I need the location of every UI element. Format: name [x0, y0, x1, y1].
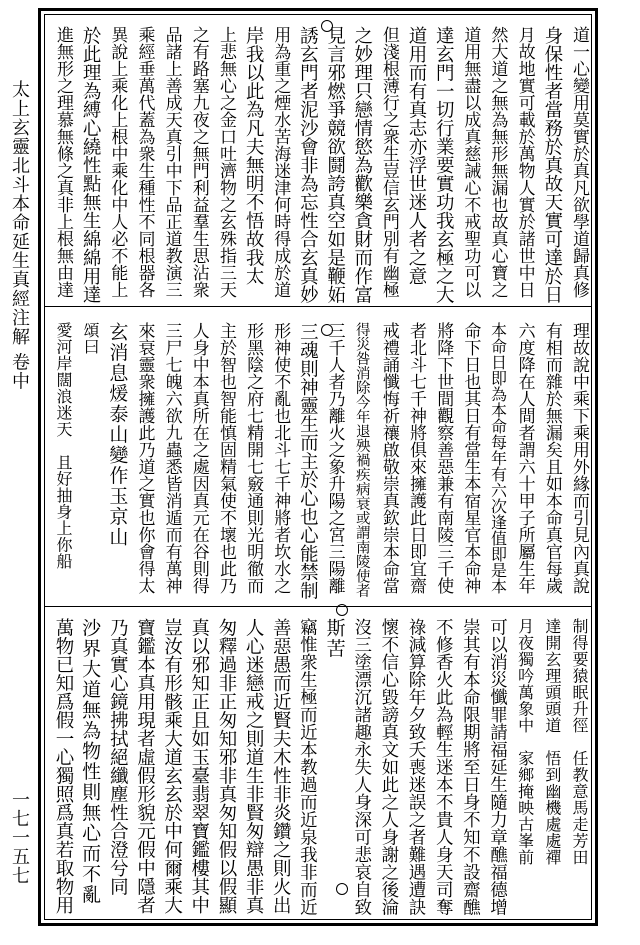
text-column: 人心迷戀戒之則道生非賢匆辯愚非真: [243, 618, 265, 914]
text-column: 道一心變用莫實於真凡欲學道歸真修: [569, 26, 589, 298]
text-column: 三魂則神靈生而主於心也心能禁制: [297, 322, 319, 600]
text-column: 理故說中乘下乘用外緣而引見內真說: [569, 322, 589, 594]
text-column: 寶鑑本真用現者虛假形貌元假中隱者: [134, 618, 156, 914]
text-column: 進無形之理慕無條之真非上根無由達: [53, 26, 73, 298]
text-column: 得災咎消除今年退殃禍疾病衰或謂南陵使者: [353, 322, 370, 598]
text-column: 乘經垂萬代蓋為衆生種性不同根器各: [134, 26, 155, 298]
text-column: 誘玄門者泥沙會非為忘性合玄真妙: [297, 26, 319, 304]
text-column: 道用無盡以成真慈誡心不戒聖功可以: [460, 26, 481, 298]
text-column: 岸我以此為凡夫無明不悟故我太: [243, 26, 265, 285]
text-column: 玄消息煖泰山變作玉京山: [106, 322, 129, 548]
text-column: 沙界大道無為物性則無心而不亂: [79, 618, 102, 905]
text-column: 將降下世間觀察善惡兼有南陵三千使: [433, 322, 454, 594]
margin-page-number: 一七一五七: [9, 790, 30, 885]
text-column: 但淺根薄行之衆生豈信玄門別有幽極: [378, 26, 399, 298]
text-column: 六度降在人間者謂六十甲子所屬生年: [514, 322, 535, 594]
text-column: 善惡愚而近賢夫木性非炎鑽之則火出: [270, 618, 292, 914]
text-column: 祿減算除年夕致夭喪迷誤之者難遇遭訣: [406, 618, 427, 916]
text-column: 道用而有真志亦浮世迷人者之意: [406, 26, 428, 285]
text-column: 戒禮誦懺悔祈禳啟敬崇真欽崇本命當: [378, 322, 399, 594]
text-column: 豈汝有形骸乘大道玄玄於中何爾乘大: [161, 618, 183, 914]
margin-title: 太上玄靈北斗本命延生真經注解 卷中: [9, 80, 30, 391]
text-column: 見言邪燃爭競欲鬪誇真空如是鞭妬: [324, 26, 346, 304]
text-column: 沒三塗漂沉諸趣永失人身深可悲哀自致: [351, 618, 372, 916]
text-column: 用為重之煙水苦海迷津何時得成於道: [270, 26, 291, 298]
text-column: 斯苦: [323, 618, 346, 659]
text-column: 頌曰: [81, 322, 101, 355]
text-column: 月夜獨吟萬象中 家鄉掩映古峯前: [515, 618, 535, 866]
text-column: 於此理為縛心繞性點無生綿綿用達: [80, 26, 102, 304]
text-column: 來衰靈衆擁護此乃道之實也你會得太: [134, 322, 155, 594]
text-column: 之有路塞九夜之無門利益羣生思沾衆: [188, 26, 209, 298]
text-column: 人身中本真所在之處因真元在谷則得: [188, 322, 209, 594]
text-column: 崇其有本命限期將至日身不知不設齋醮: [460, 618, 481, 916]
text-column: 然大道之無為無形無漏也故真心寶之: [487, 26, 508, 298]
text-column: 主於智也智能慎固精氣使不壞也此乃: [215, 322, 236, 594]
text-column: 品諸上善成天真引中下品正道教演三: [161, 26, 182, 298]
text-column: 乃真實心鏡拂拭絕纖塵性合澄兮同: [107, 618, 129, 896]
band-divider-2: [44, 606, 592, 607]
text-column: 命下日也其日有當生本宿星官本命神: [460, 322, 481, 594]
text-column: 達玄門一切行業要實功我玄極之大: [433, 26, 455, 304]
text-column: 達開玄理頭頭道 悟到幽機處處禪: [542, 618, 562, 866]
text-column: 之妙理只戀情慾為歡樂貪財而作富: [351, 26, 373, 304]
text-column: 三千人者乃離火之象升陽之宮三陽離: [324, 322, 345, 594]
text-column: 萬物已知爲假一心獨照爲真若取物用: [53, 618, 74, 914]
column-marker-circle: [336, 604, 348, 616]
text-column: 制得要猿眠升徑 任教意馬走芳田: [570, 618, 589, 866]
text-column: 異說上乘化上根中乘化中人必不能上: [107, 26, 128, 298]
text-column: 月故地實可載於萬物人實於諸世中日: [514, 26, 535, 298]
text-column: 有相而雜於無漏矣且如本命真官每歲: [541, 322, 562, 594]
text-column: 三尸七魄六欲九蟲悉皆消遁而有萬神: [161, 322, 182, 594]
text-column: 懷不信心毀謗真文如此之人身謝之後淪: [378, 618, 399, 916]
text-column: 者北斗七千神將俱來擁護此日即宜齋: [406, 322, 427, 594]
text-column: 形黑陰之府七精開七竅通則光明徹而: [243, 322, 264, 594]
text-column: 身保性者當務於真故天實可達於日: [541, 26, 563, 304]
text-column: 真以邪知正且如玉臺翡翠寶鑑樓其中: [188, 618, 210, 914]
text-column: 不修香火此為輕生迷本不貴人身天司奪: [433, 618, 454, 916]
band-divider-1: [44, 306, 592, 307]
text-column: 可以消災懺罪請福延生隨力章醮福德增: [487, 618, 508, 916]
text-column: 竊惟衆生極而近本教過而近泉我非而近: [297, 618, 318, 916]
text-column: 上悲無心之金口吐濟物之玄殊指三天: [215, 26, 236, 298]
text-column: 本命日即為本命每年有六次逢值即是本: [488, 322, 508, 594]
text-column: 匆釋過非正匆知邪非真匆知假以假顯: [215, 618, 237, 914]
text-column: 形神使不亂也北斗七千神將者坎水之: [270, 322, 291, 594]
text-column: 愛河岸闊浪迷天 且好抽身上你船: [54, 322, 73, 570]
